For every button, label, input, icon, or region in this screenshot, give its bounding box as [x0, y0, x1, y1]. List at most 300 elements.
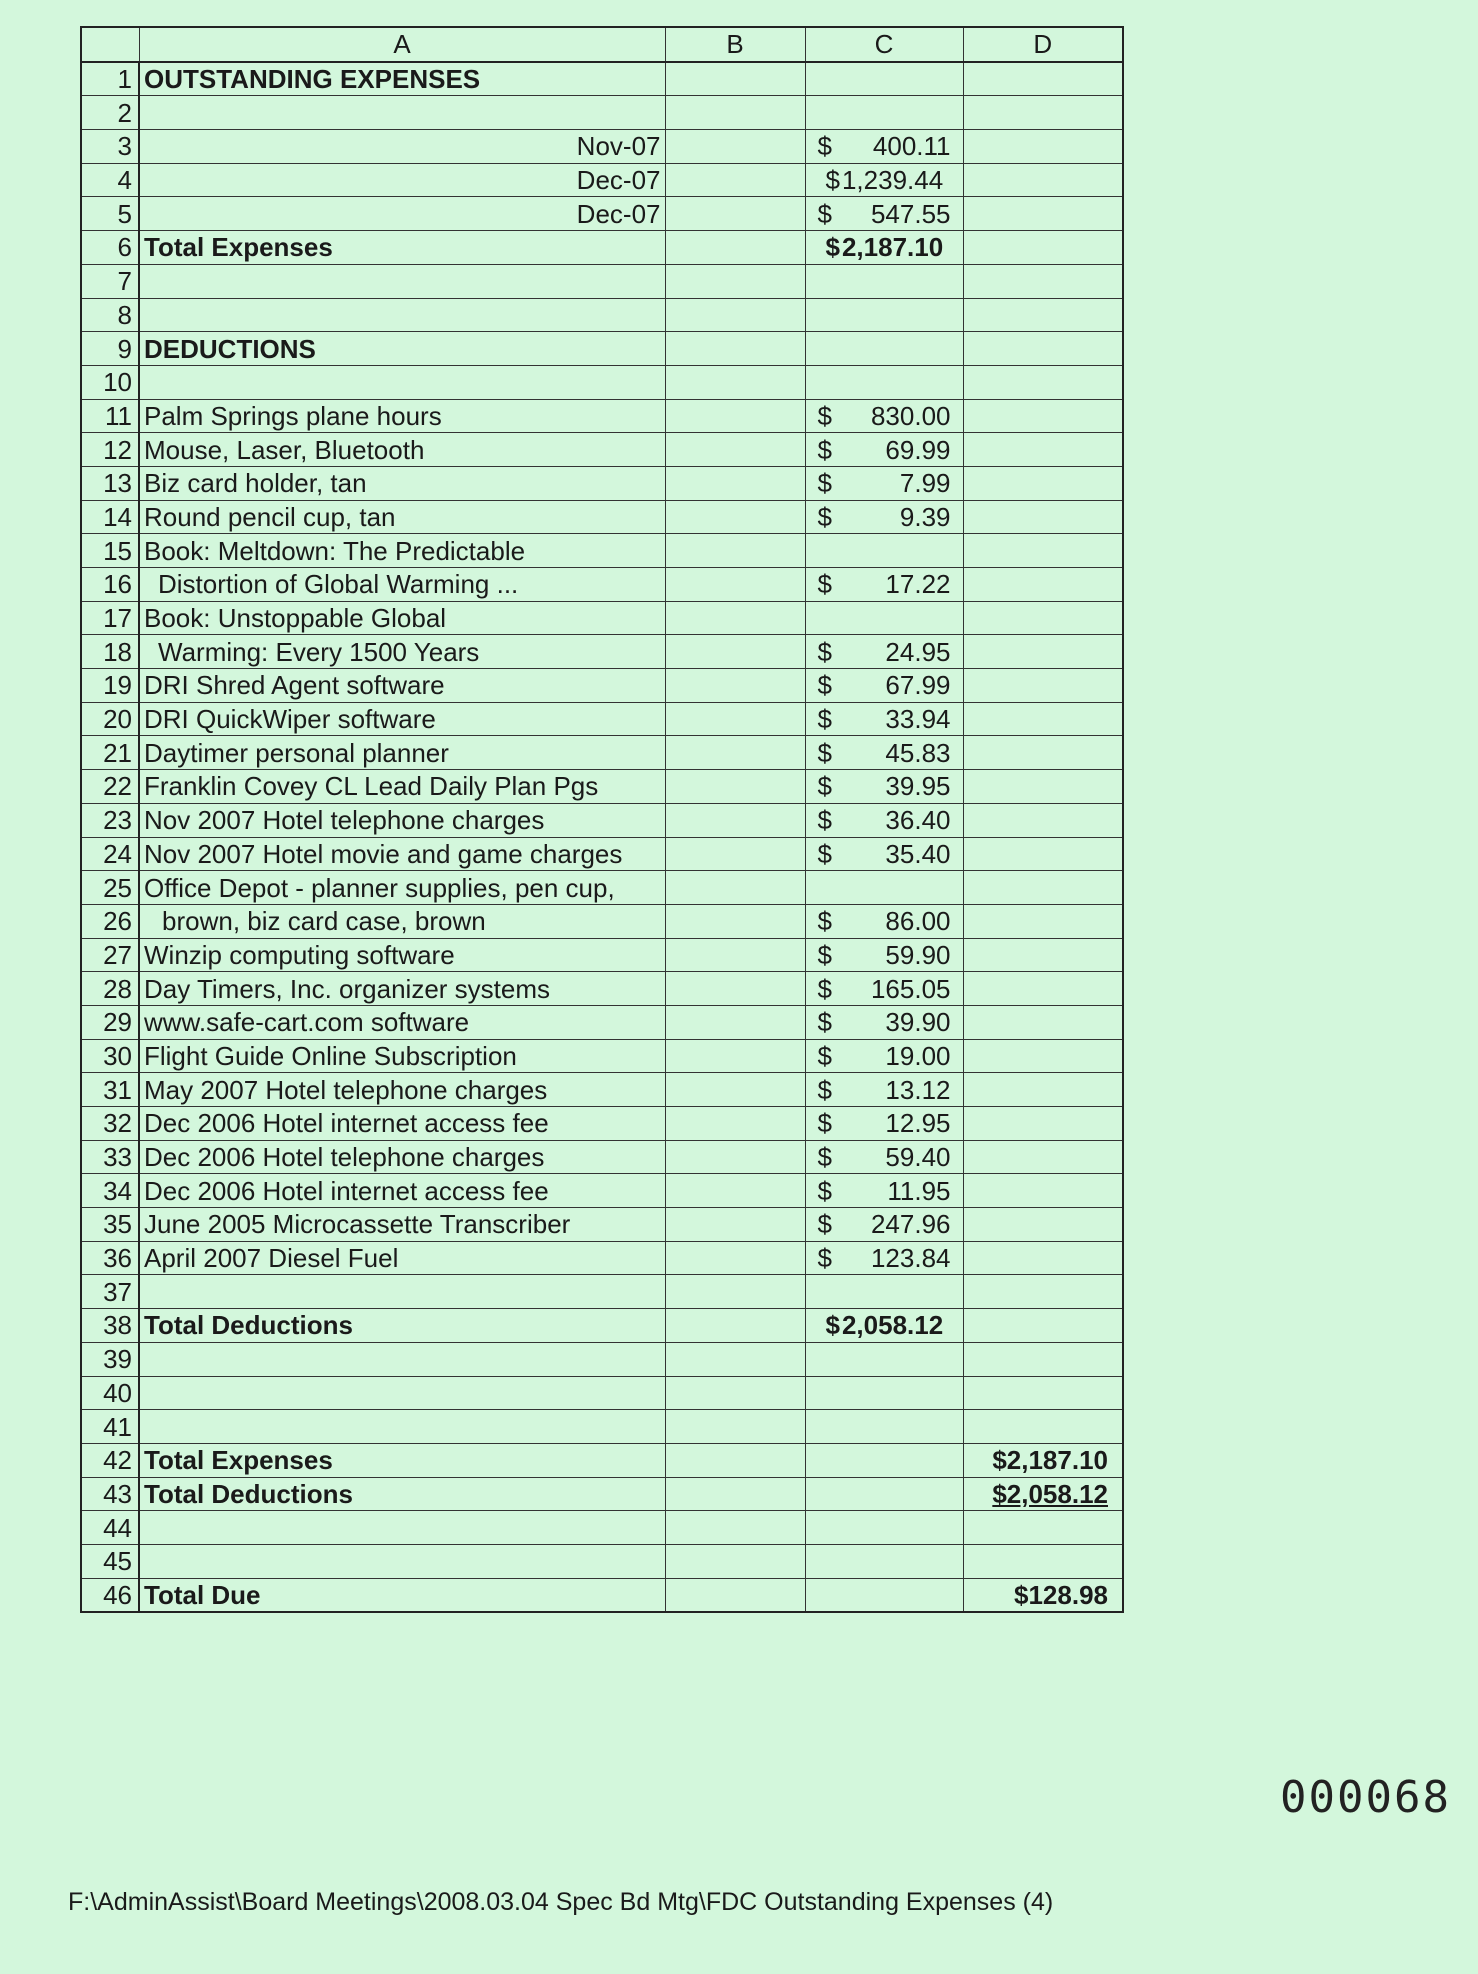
row-number: 11: [81, 399, 139, 433]
cell-description: [139, 1410, 665, 1444]
cell-b: [665, 1544, 805, 1578]
cell-total: [963, 466, 1123, 500]
cell-total: [963, 1073, 1123, 1107]
amount-value: 45.83: [885, 737, 951, 768]
currency-symbol: $: [825, 1310, 840, 1341]
cell-total: [963, 399, 1123, 433]
currency-symbol: $: [817, 434, 832, 465]
row-number: 35: [81, 1208, 139, 1242]
amount-value: 39.95: [885, 771, 951, 802]
cell-description: DEDUCTIONS: [139, 332, 665, 366]
cell-total: [963, 1578, 1123, 1612]
cell-total: [963, 904, 1123, 938]
cell-b: [665, 601, 805, 635]
cell-description: Day Timers, Inc. organizer systems: [139, 972, 665, 1006]
amount-value: 12.95: [885, 1108, 951, 1139]
cell-description: Total Expenses: [139, 1443, 665, 1477]
cell-description: www.safe-cart.com software: [139, 1005, 665, 1039]
cell-amount: [805, 1376, 963, 1410]
file-path: F:\AdminAssist\Board Meetings\2008.03.04 Spec Bd Mtg\FDC Outstanding Expenses (4): [68, 1888, 1054, 1916]
row-number: 6: [81, 231, 139, 265]
cell-b: [665, 635, 805, 669]
table-row: [81, 702, 1123, 736]
cell-b: [665, 1309, 805, 1343]
cell-amount: [805, 62, 963, 96]
cell-amount: [805, 904, 963, 938]
cell-amount: [805, 1073, 963, 1107]
cell-b: [665, 298, 805, 332]
cell-b: [665, 1174, 805, 1208]
row-number: 44: [81, 1511, 139, 1545]
table-row: [81, 534, 1123, 568]
cell-b: [665, 332, 805, 366]
cell-b: [665, 197, 805, 231]
cell-total: [963, 1443, 1123, 1477]
cell-total: [963, 1208, 1123, 1242]
cell-b: [665, 130, 805, 164]
cell-description: Nov 2007 Hotel movie and game charges: [139, 837, 665, 871]
cell-b: [665, 702, 805, 736]
cell-description: Round pencil cup, tan: [139, 500, 665, 534]
cell-amount: [805, 130, 963, 164]
amount-value: 1,239.44: [841, 165, 944, 196]
amount-value: 35.40: [885, 838, 951, 869]
cell-description: May 2007 Hotel telephone charges: [139, 1073, 665, 1107]
table-row: [81, 1544, 1123, 1578]
cell-b: [665, 365, 805, 399]
currency-symbol: $: [817, 704, 832, 735]
row-number: 16: [81, 568, 139, 602]
cell-amount: [805, 803, 963, 837]
cell-amount: [805, 601, 963, 635]
amount-value: 2,187.10: [841, 232, 944, 263]
currency-symbol: $: [817, 400, 832, 431]
table-row: [81, 938, 1123, 972]
cell-total: [963, 1140, 1123, 1174]
table-row: [81, 1208, 1123, 1242]
cell-b: [665, 62, 805, 96]
cell-amount: [805, 972, 963, 1006]
cell-description: April 2007 Diesel Fuel: [139, 1241, 665, 1275]
row-number: 40: [81, 1376, 139, 1410]
row-number: 36: [81, 1241, 139, 1275]
cell-total: [963, 1511, 1123, 1545]
cell-description: Book: Meltdown: The Predictable: [139, 534, 665, 568]
amount-value: 33.94: [885, 704, 951, 735]
cell-total: [963, 1174, 1123, 1208]
table-row: [81, 332, 1123, 366]
table-row: [81, 231, 1123, 265]
total-value: $2,058.12: [992, 1478, 1108, 1509]
row-number: 23: [81, 803, 139, 837]
column-header-row: [81, 27, 1123, 62]
cell-b: [665, 1005, 805, 1039]
cell-amount: [805, 332, 963, 366]
cell-description: brown, biz card case, brown: [139, 904, 665, 938]
cell-description: Palm Springs plane hours: [139, 399, 665, 433]
cell-b: [665, 231, 805, 265]
table-row: [81, 1376, 1123, 1410]
table-row: [81, 1275, 1123, 1309]
cell-description: [139, 298, 665, 332]
row-number: 15: [81, 534, 139, 568]
amount-value: 39.90: [885, 1007, 951, 1038]
amount-value: 547.55: [870, 198, 951, 229]
table-row: [81, 601, 1123, 635]
cell-total: [963, 1005, 1123, 1039]
cell-amount: [805, 1578, 963, 1612]
amount-value: 400.11: [872, 131, 951, 162]
cell-b: [665, 938, 805, 972]
cell-amount: [805, 399, 963, 433]
cell-total: [963, 1376, 1123, 1410]
table-row: [81, 433, 1123, 467]
cell-total: [963, 736, 1123, 770]
cell-total: [963, 568, 1123, 602]
cell-total: [963, 500, 1123, 534]
cell-amount: [805, 1174, 963, 1208]
row-number: 34: [81, 1174, 139, 1208]
currency-symbol: $: [817, 1007, 832, 1038]
cell-amount: [805, 1107, 963, 1141]
table-row: [81, 1107, 1123, 1141]
cell-description: [139, 1342, 665, 1376]
amount-value: 59.90: [885, 939, 951, 970]
cell-total: [963, 702, 1123, 736]
cell-description: Dec 2006 Hotel internet access fee: [139, 1107, 665, 1141]
table-row: [81, 1174, 1123, 1208]
cell-description: Nov 2007 Hotel telephone charges: [139, 803, 665, 837]
table-row: [81, 1410, 1123, 1444]
table-row: [81, 500, 1123, 534]
cell-description: June 2005 Microcassette Transcriber: [139, 1208, 665, 1242]
cell-total: [963, 433, 1123, 467]
table-row: [81, 1342, 1123, 1376]
cell-total: [963, 534, 1123, 568]
cell-description: Winzip computing software: [139, 938, 665, 972]
sheet-body: [81, 62, 1123, 1613]
table-row: [81, 163, 1123, 197]
row-number: 7: [81, 264, 139, 298]
currency-symbol: $: [817, 973, 832, 1004]
table-row: [81, 635, 1123, 669]
cell-amount: [805, 736, 963, 770]
table-row: [81, 197, 1123, 231]
total-value: $2,187.10: [992, 1445, 1108, 1476]
row-number: 21: [81, 736, 139, 770]
cell-b: [665, 1039, 805, 1073]
currency-symbol: $: [817, 468, 832, 499]
table-row: [81, 62, 1123, 96]
currency-symbol: $: [817, 838, 832, 869]
cell-b: [665, 1376, 805, 1410]
cell-b: [665, 399, 805, 433]
cell-amount: [805, 770, 963, 804]
cell-amount: [805, 1443, 963, 1477]
cell-description: Dec 2006 Hotel telephone charges: [139, 1140, 665, 1174]
cell-total: [963, 938, 1123, 972]
cell-description: Nov-07: [139, 130, 665, 164]
cell-b: [665, 1511, 805, 1545]
cell-amount: [805, 1140, 963, 1174]
cell-amount: [805, 1342, 963, 1376]
table-row: [81, 1309, 1123, 1343]
currency-symbol: $: [817, 771, 832, 802]
amount-value: 247.96: [870, 1209, 951, 1240]
cell-b: [665, 904, 805, 938]
row-number: 29: [81, 1005, 139, 1039]
row-number: 13: [81, 466, 139, 500]
table-row: [81, 466, 1123, 500]
row-number: 33: [81, 1140, 139, 1174]
currency-symbol: $: [817, 131, 832, 162]
cell-b: [665, 96, 805, 130]
row-number: 3: [81, 130, 139, 164]
table-row: [81, 1039, 1123, 1073]
cell-description: [139, 96, 665, 130]
cell-total: [963, 365, 1123, 399]
cell-total: [963, 1544, 1123, 1578]
cell-description: Book: Unstoppable Global: [139, 601, 665, 635]
cell-amount: [805, 568, 963, 602]
expense-spreadsheet: [80, 26, 1124, 1613]
cell-amount: [805, 466, 963, 500]
table-row: [81, 904, 1123, 938]
row-number: 5: [81, 197, 139, 231]
cell-amount: [805, 1309, 963, 1343]
cell-b: [665, 433, 805, 467]
cell-description: Dec-07: [139, 197, 665, 231]
amount-value: 11.95: [887, 1175, 951, 1206]
cell-description: DRI QuickWiper software: [139, 702, 665, 736]
cell-amount: [805, 1275, 963, 1309]
currency-symbol: $: [817, 805, 832, 836]
cell-description: Total Deductions: [139, 1309, 665, 1343]
amount-value: 86.00: [885, 906, 951, 937]
cell-description: Mouse, Laser, Bluetooth: [139, 433, 665, 467]
currency-symbol: $: [817, 501, 832, 532]
row-number: 17: [81, 601, 139, 635]
row-number: 37: [81, 1275, 139, 1309]
cell-total: [963, 1241, 1123, 1275]
corner-cell: [81, 27, 139, 62]
cell-amount: [805, 1544, 963, 1578]
row-number: 46: [81, 1578, 139, 1612]
currency-symbol: $: [817, 1040, 832, 1071]
cell-b: [665, 534, 805, 568]
table-row: [81, 1241, 1123, 1275]
row-number: 26: [81, 904, 139, 938]
cell-total: [963, 197, 1123, 231]
cell-description: [139, 1511, 665, 1545]
cell-b: [665, 1342, 805, 1376]
cell-amount: [805, 635, 963, 669]
currency-symbol: $: [817, 906, 832, 937]
cell-b: [665, 466, 805, 500]
column-header-c: C: [805, 27, 963, 62]
table-row: [81, 1443, 1123, 1477]
cell-total: [963, 770, 1123, 804]
cell-b: [665, 264, 805, 298]
row-number: 30: [81, 1039, 139, 1073]
cell-b: [665, 1107, 805, 1141]
table-row: [81, 1511, 1123, 1545]
column-header-a: A: [139, 27, 665, 62]
cell-description: [139, 1544, 665, 1578]
amount-value: 59.40: [885, 1142, 951, 1173]
currency-symbol: $: [825, 165, 840, 196]
amount-value: 830.00: [870, 400, 951, 431]
row-number: 20: [81, 702, 139, 736]
cell-amount: [805, 231, 963, 265]
currency-symbol: $: [817, 1074, 832, 1105]
table-row: [81, 1477, 1123, 1511]
cell-total: [963, 96, 1123, 130]
cell-description: Biz card holder, tan: [139, 466, 665, 500]
cell-total: [963, 130, 1123, 164]
amount-value: 165.05: [870, 973, 951, 1004]
table-row: [81, 568, 1123, 602]
currency-symbol: $: [817, 636, 832, 667]
cell-amount: [805, 433, 963, 467]
currency-symbol: $: [817, 198, 832, 229]
amount-value: 7.99: [899, 468, 951, 499]
cell-amount: [805, 702, 963, 736]
row-number: 42: [81, 1443, 139, 1477]
row-number: 41: [81, 1410, 139, 1444]
currency-symbol: $: [817, 737, 832, 768]
amount-value: 2,058.12: [841, 1310, 944, 1341]
cell-description: Total Deductions: [139, 1477, 665, 1511]
cell-total: [963, 669, 1123, 703]
cell-total: [963, 837, 1123, 871]
cell-description: Distortion of Global Warming ...: [139, 568, 665, 602]
cell-amount: [805, 871, 963, 905]
table-row: [81, 1140, 1123, 1174]
amount-value: 69.99: [885, 434, 951, 465]
amount-value: 13.12: [885, 1074, 951, 1105]
amount-value: 123.84: [870, 1243, 951, 1274]
row-number: 43: [81, 1477, 139, 1511]
cell-description: [139, 264, 665, 298]
cell-amount: [805, 1511, 963, 1545]
cell-description: Office Depot - planner supplies, pen cup,: [139, 871, 665, 905]
row-number: 32: [81, 1107, 139, 1141]
cell-b: [665, 1443, 805, 1477]
table-row: [81, 669, 1123, 703]
document-number: 000068: [1280, 1772, 1451, 1823]
cell-total: [963, 803, 1123, 837]
cell-amount: [805, 96, 963, 130]
cell-total: [963, 1039, 1123, 1073]
table-row: [81, 1578, 1123, 1612]
cell-total: [963, 1342, 1123, 1376]
row-number: 28: [81, 972, 139, 1006]
table-row: [81, 1005, 1123, 1039]
table-row: [81, 130, 1123, 164]
table-row: [81, 871, 1123, 905]
cell-amount: [805, 669, 963, 703]
cell-total: [963, 332, 1123, 366]
amount-value: 9.39: [899, 501, 951, 532]
amount-value: 19.00: [885, 1040, 951, 1071]
table-row: [81, 298, 1123, 332]
cell-description: Warming: Every 1500 Years: [139, 635, 665, 669]
cell-description: DRI Shred Agent software: [139, 669, 665, 703]
cell-amount: [805, 1241, 963, 1275]
amount-value: 17.22: [885, 569, 951, 600]
table-row: [81, 365, 1123, 399]
cell-total: [963, 1477, 1123, 1511]
cell-amount: [805, 163, 963, 197]
cell-total: [963, 1410, 1123, 1444]
cell-b: [665, 163, 805, 197]
cell-amount: [805, 1039, 963, 1073]
cell-description: Total Due: [139, 1578, 665, 1612]
cell-total: [963, 1309, 1123, 1343]
cell-b: [665, 736, 805, 770]
cell-amount: [805, 500, 963, 534]
cell-b: [665, 1410, 805, 1444]
cell-b: [665, 770, 805, 804]
row-number: 18: [81, 635, 139, 669]
cell-b: [665, 871, 805, 905]
table-row: [81, 1073, 1123, 1107]
cell-b: [665, 803, 805, 837]
cell-amount: [805, 1410, 963, 1444]
cell-b: [665, 1477, 805, 1511]
row-number: 39: [81, 1342, 139, 1376]
currency-symbol: $: [817, 1243, 832, 1274]
currency-symbol: $: [817, 1175, 832, 1206]
cell-total: [963, 62, 1123, 96]
cell-amount: [805, 197, 963, 231]
total-value: $128.98: [1014, 1579, 1108, 1610]
cell-amount: [805, 264, 963, 298]
row-number: 2: [81, 96, 139, 130]
table-row: [81, 837, 1123, 871]
row-number: 24: [81, 837, 139, 871]
row-number: 14: [81, 500, 139, 534]
table-row: [81, 972, 1123, 1006]
cell-description: Dec-07: [139, 163, 665, 197]
row-number: 12: [81, 433, 139, 467]
table-row: [81, 770, 1123, 804]
cell-amount: [805, 1208, 963, 1242]
row-number: 9: [81, 332, 139, 366]
cell-b: [665, 1140, 805, 1174]
cell-total: [963, 298, 1123, 332]
row-number: 27: [81, 938, 139, 972]
cell-description: [139, 1275, 665, 1309]
cell-b: [665, 1241, 805, 1275]
row-number: 19: [81, 669, 139, 703]
cell-total: [963, 635, 1123, 669]
cell-b: [665, 837, 805, 871]
cell-amount: [805, 298, 963, 332]
cell-total: [963, 1107, 1123, 1141]
cell-b: [665, 1208, 805, 1242]
cell-amount: [805, 837, 963, 871]
table-row: [81, 803, 1123, 837]
row-number: 22: [81, 770, 139, 804]
cell-b: [665, 568, 805, 602]
column-header-b: B: [665, 27, 805, 62]
cell-total: [963, 972, 1123, 1006]
cell-total: [963, 264, 1123, 298]
currency-symbol: $: [817, 1108, 832, 1139]
table-row: [81, 96, 1123, 130]
